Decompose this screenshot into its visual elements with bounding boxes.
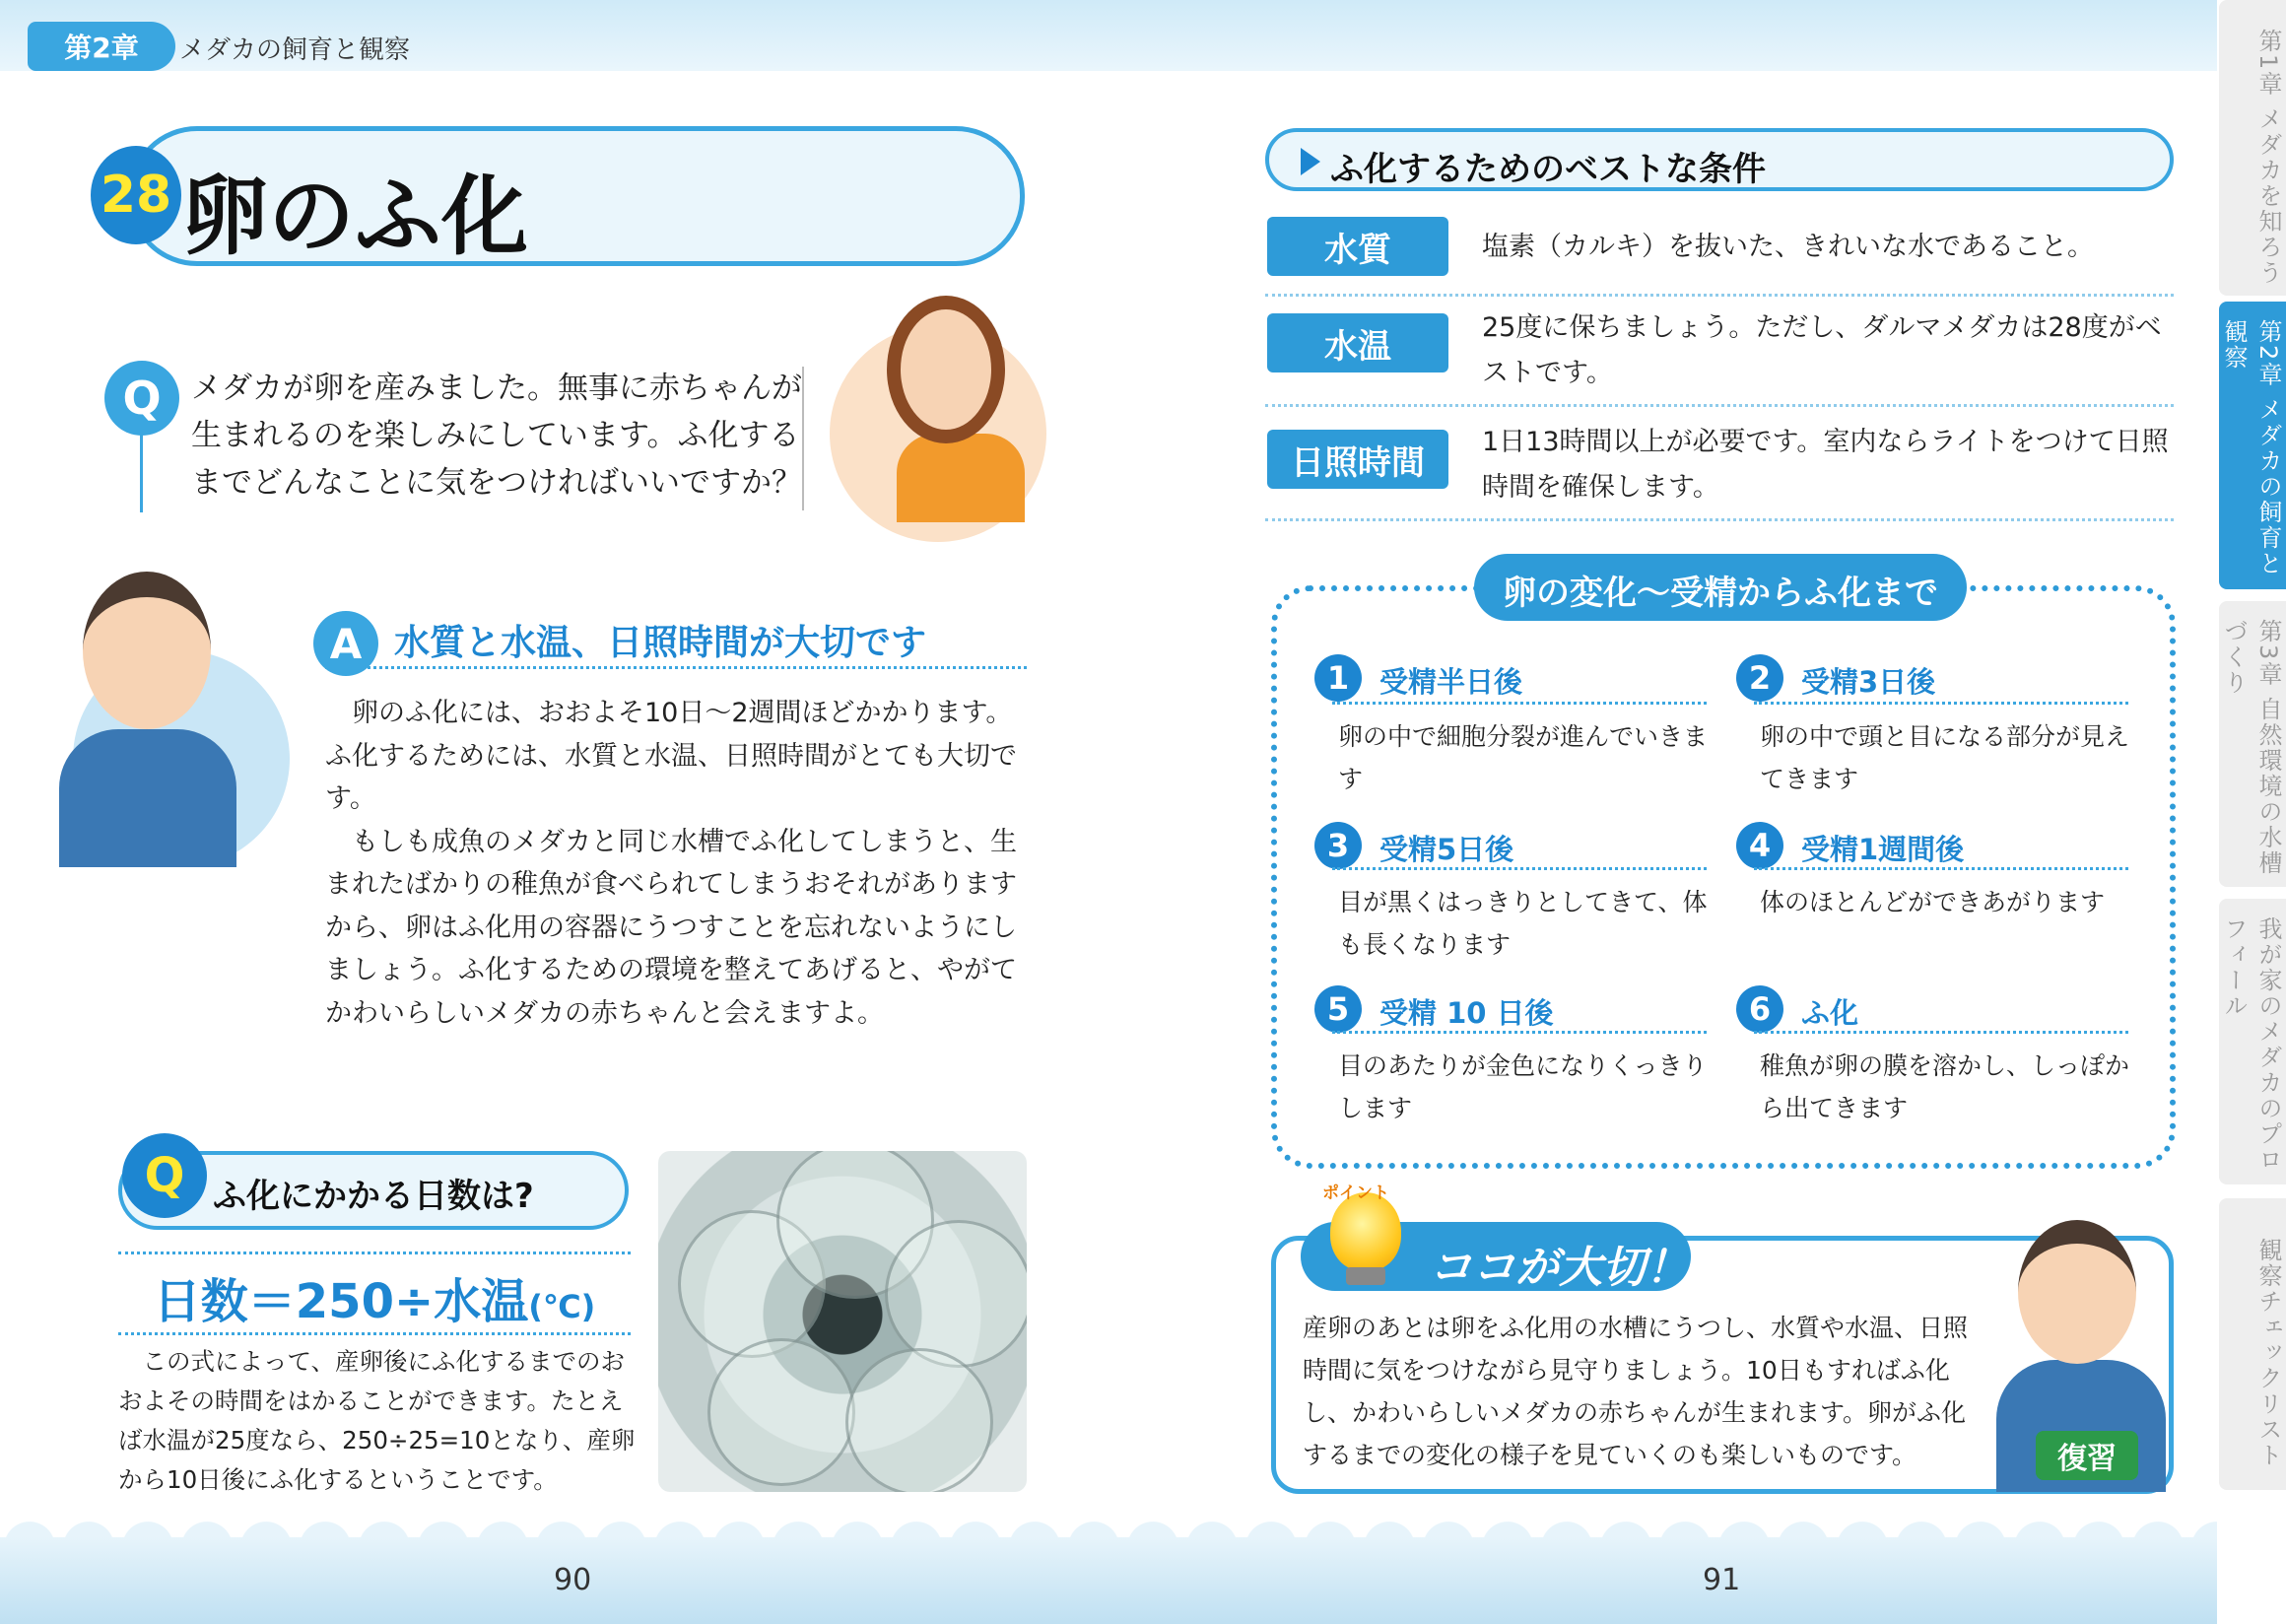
answer-paragraph: もしも成魚のメダカと同じ水槽でふ化してしまうと、生まれたばかりの稚魚が食べられてしまうおそれがありますから、卵はふ化用の容器にうつすことを忘れないようにしましょう。ふ化するための環境を整えてあげると、やがてかわいらしいメダカの赤ちゃんと会えますよ。 bbox=[325, 826, 1017, 1029]
answer-body bbox=[325, 692, 1035, 1035]
triangle-icon bbox=[1301, 148, 1320, 175]
lightbulb-icon bbox=[1330, 1192, 1401, 1271]
stage-number: 5 bbox=[1314, 985, 1362, 1033]
question2-body: この式によって、産卵後にふ化するまでのおおよその時間をはかることができます。たとえば水温が25度なら、250÷25=10となり、産卵から10日後にふ化するということです。 bbox=[118, 1347, 636, 1494]
egg-shape bbox=[845, 1348, 993, 1492]
stage-title: 受精5日後 bbox=[1379, 833, 1514, 866]
formula bbox=[118, 1263, 631, 1331]
stage-text: 目のあたりが金色になりくっきりします bbox=[1338, 1051, 1708, 1122]
side-tab-chapter3[interactable] bbox=[2219, 601, 2286, 887]
point-text: 産卵のあとは卵をふ化用の水槽にうつし、水質や水温、日照時間に気をつけながら見守りましょう。10日もすればふ化し、かわいらしいメダカの赤ちゃんが生まれます。卵がふ化するまでの変化の様子を見ていくのも楽しいものです。 bbox=[1303, 1314, 1969, 1469]
answer-marker: A bbox=[313, 611, 378, 676]
stage-title: 受精 10 日後 bbox=[1379, 996, 1554, 1030]
answer-paragraph: 卵のふ化には、おおよそ10日～2週間ほどかかります。ふ化するためには、水質と水温、日照時間がとても大切です。 bbox=[325, 698, 1017, 814]
side-tab-chapter1[interactable] bbox=[2219, 0, 2286, 296]
chapter-title: メダカの飼育と観察 bbox=[179, 35, 411, 65]
section-number-badge: 28 bbox=[91, 146, 181, 244]
stage-text: 稚魚が卵の膜を溶かし、しっぽから出てきます bbox=[1760, 1051, 2130, 1122]
stage-divider bbox=[1754, 867, 2128, 870]
answer-title: 水質と水温、日照時間が大切です bbox=[394, 623, 927, 663]
lightbulb-base bbox=[1346, 1267, 1385, 1285]
girl-illustration-head bbox=[887, 296, 1005, 443]
stage-number: 3 bbox=[1314, 822, 1362, 869]
stage-divider bbox=[1332, 867, 1707, 870]
condition-separator bbox=[1265, 518, 2174, 521]
question-marker: Q bbox=[104, 361, 179, 436]
condition-text-water-temp: 25度に保ちましょう。ただし、ダルマメダカは28度がベストです。 bbox=[1482, 312, 2162, 388]
condition-label-daylight: 日照時間 bbox=[1267, 430, 1448, 489]
egg-shape bbox=[707, 1338, 855, 1486]
conditions-title: ふ化するためのベストな条件 bbox=[1330, 150, 1766, 189]
chapter-badge: 第2章 bbox=[28, 22, 175, 71]
stage-title: 受精半日後 bbox=[1379, 665, 1523, 699]
formula-unit: (℃) bbox=[528, 1288, 596, 1325]
stage-divider bbox=[1332, 1031, 1707, 1034]
footer bbox=[0, 1537, 2217, 1624]
stage-divider bbox=[1754, 1031, 2128, 1034]
stage-title: 受精3日後 bbox=[1801, 665, 1936, 699]
egg-shape bbox=[885, 1220, 1027, 1368]
side-tab-label: 第3章 自然環境の水槽づくり bbox=[2220, 619, 2282, 876]
formula-divider bbox=[118, 1332, 631, 1335]
egg-changes-title: 卵の変化～受精からふ化まで bbox=[1503, 574, 1938, 613]
point-label: ポイント bbox=[1322, 1184, 1389, 1203]
question-divider bbox=[802, 367, 804, 510]
stage-divider bbox=[1754, 702, 2128, 705]
answer-underline bbox=[325, 666, 1027, 669]
stage-text: 卵の中で細胞分裂が進んでいきます bbox=[1338, 722, 1709, 793]
side-tab-checklist[interactable] bbox=[2219, 1198, 2286, 1490]
side-tab-chapter2[interactable] bbox=[2219, 302, 2286, 589]
question-line bbox=[140, 434, 143, 512]
question2-marker: Q bbox=[122, 1133, 207, 1218]
man-illustration-body bbox=[59, 729, 236, 867]
page-number-left: 90 bbox=[554, 1563, 592, 1597]
condition-text-daylight: 1日13時間以上が必要です。室内ならライトをつけて日照時間を確保します。 bbox=[1482, 427, 2169, 503]
review-badge: 復習 bbox=[2036, 1431, 2138, 1480]
condition-label-water-temp: 水温 bbox=[1267, 313, 1448, 372]
stage-title: ふ化 bbox=[1801, 996, 1859, 1030]
stage-text: 目が黒くはっきりとしてきて、体も長くなります bbox=[1338, 888, 1708, 959]
condition-text-water-quality: 塩素（カルキ）を抜いた、きれいな水であること。 bbox=[1482, 232, 2094, 262]
side-tab-label: 第1章 メダカを知ろう bbox=[2254, 28, 2282, 286]
man-illustration-head bbox=[2018, 1220, 2136, 1364]
page-number-right: 91 bbox=[1703, 1563, 1741, 1597]
man-illustration-head bbox=[83, 572, 211, 729]
page-title: 卵のふ化 bbox=[181, 166, 529, 267]
point-title: ココが大切！ bbox=[1429, 1243, 1689, 1293]
stage-text: 卵の中で頭と目になる部分が見えてきます bbox=[1760, 722, 2130, 793]
side-tab-profile[interactable] bbox=[2219, 899, 2286, 1184]
stage-number: 6 bbox=[1736, 985, 1783, 1033]
condition-separator bbox=[1265, 404, 2174, 407]
formula-divider bbox=[118, 1252, 631, 1254]
side-tab-label: 観察チェックリスト bbox=[2254, 1238, 2282, 1468]
side-tab-label: 第2章 メダカの飼育と観察 bbox=[2220, 319, 2282, 576]
question-text: メダカが卵を産みました。無事に赤ちゃんが生まれるのを楽しみにしています。ふ化するまでどんなことに気をつければいいですか？ bbox=[191, 371, 802, 501]
stage-title: 受精1週間後 bbox=[1801, 833, 1965, 866]
girl-illustration-body bbox=[897, 434, 1025, 522]
side-tab-label: 我が家のメダカのプロフィール bbox=[2220, 916, 2282, 1173]
formula-text: 日数＝250÷水温 bbox=[153, 1274, 529, 1329]
stage-number: 2 bbox=[1736, 654, 1783, 702]
stage-divider bbox=[1332, 702, 1707, 705]
condition-separator bbox=[1265, 294, 2174, 297]
stage-text: 体のほとんどができあがります bbox=[1760, 888, 2106, 916]
egg-photo bbox=[658, 1151, 1027, 1492]
stage-number: 1 bbox=[1314, 654, 1362, 702]
stage-number: 4 bbox=[1736, 822, 1783, 869]
condition-label-water-quality: 水質 bbox=[1267, 217, 1448, 276]
question2-title: ふ化にかかる日数は? bbox=[213, 1177, 534, 1216]
